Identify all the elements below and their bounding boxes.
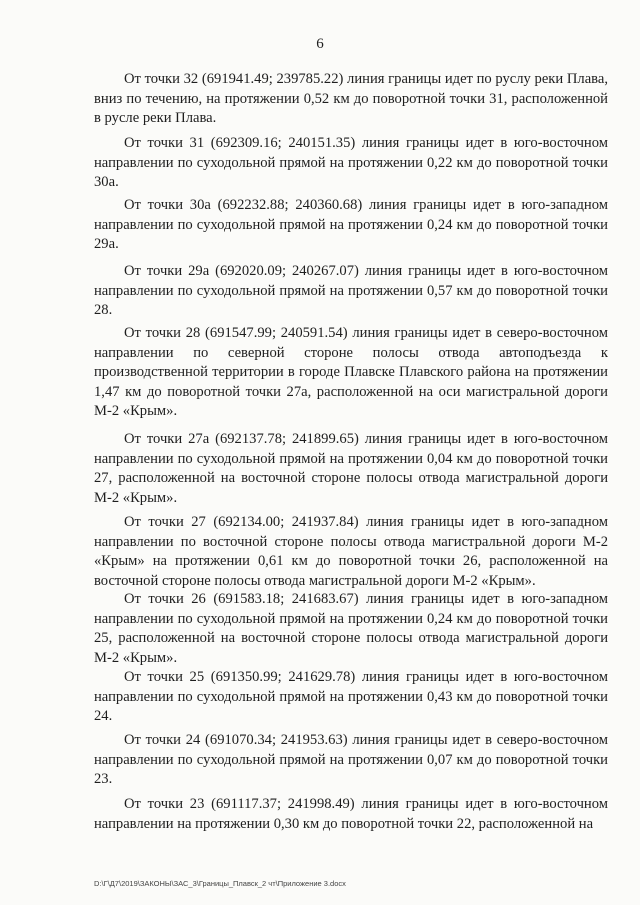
paragraph-point-24: От точки 24 (691070.34; 241953.63) линия границы идет в северо-восточном направлении по суходольной прямой на протяжении 0,07 км до поворотной точки 23. bbox=[94, 732, 608, 788]
paragraph-point-27: От точки 27 (692134.00; 241937.84) линия границы идет в юго-западном направлении по восточной стороне полосы отвода магистральной дороги М-2 «Крым» на протяжении 0,61 км до поворотной точки 26, расположенной на восточной стороне полосы отвода магистральной дороги М-2 «Крым». bbox=[94, 514, 608, 589]
paragraph-point-27a: От точки 27а (692137.78; 241899.65) линия границы идет в юго-восточном направлении по суходольной прямой на протяжении 0,04 км до поворотной точки 27, расположенной на восточной стороне полосы отвода магистральной дороги М-2 «Крым». bbox=[94, 431, 608, 506]
page-number: 6 bbox=[316, 36, 324, 52]
paragraph-point-31: От точки 31 (692309.16; 240151.35) линия границы идет в юго-восточном направлении по суходольной прямой на протяжении 0,22 км до поворотной точки 30а. bbox=[94, 135, 608, 191]
paragraph-point-26: От точки 26 (691583.18; 241683.67) линия границы идет в юго-западном направлении по суходольной прямой на протяжении 0,24 км до поворотной точки 25, расположенной на восточной стороне полосы отвода магистральной дороги М-2 «Крым». bbox=[94, 591, 608, 666]
footer-file-path: D:\Г\Д7\2019\ЗАКОНЫ\ЗАС_3\Границы_Плавск_2 чт\Приложение 3.docx bbox=[94, 879, 346, 888]
paragraph-point-32: От точки 32 (691941.49; 239785.22) линия границы идет по руслу реки Плава, вниз по течению, на протяжении 0,52 км до поворотной точки 31, расположенной в русле реки Плава. bbox=[94, 71, 608, 127]
paragraph-point-25: От точки 25 (691350.99; 241629.78) линия границы идет в юго-восточном направлении по суходольной прямой на протяжении 0,43 км до поворотной точки 24. bbox=[94, 669, 608, 725]
paragraph-point-30a: От точки 30а (692232.88; 240360.68) линия границы идет в юго-западном направлении по суходольной прямой на протяжении 0,24 км до поворотной точки 29а. bbox=[94, 197, 608, 253]
paragraph-point-28: От точки 28 (691547.99; 240591.54) линия границы идет в северо-восточном направлении по северной стороне полосы отвода автоподъезда к производственной территории в городе Плавске Плавского района на протяжении 1,47 км до поворотной точки 27а, расположенной на оси магистральной дороги М-2 «Крым». bbox=[94, 325, 608, 420]
paragraph-point-23: От точки 23 (691117.37; 241998.49) линия границы идет в юго-восточном направлении на протяжении 0,30 км до поворотной точки 22, расположенной на bbox=[94, 796, 608, 832]
paragraph-point-29a: От точки 29а (692020.09; 240267.07) линия границы идет в юго-восточном направлении по суходольной прямой на протяжении 0,57 км до поворотной точки 28. bbox=[94, 263, 608, 319]
